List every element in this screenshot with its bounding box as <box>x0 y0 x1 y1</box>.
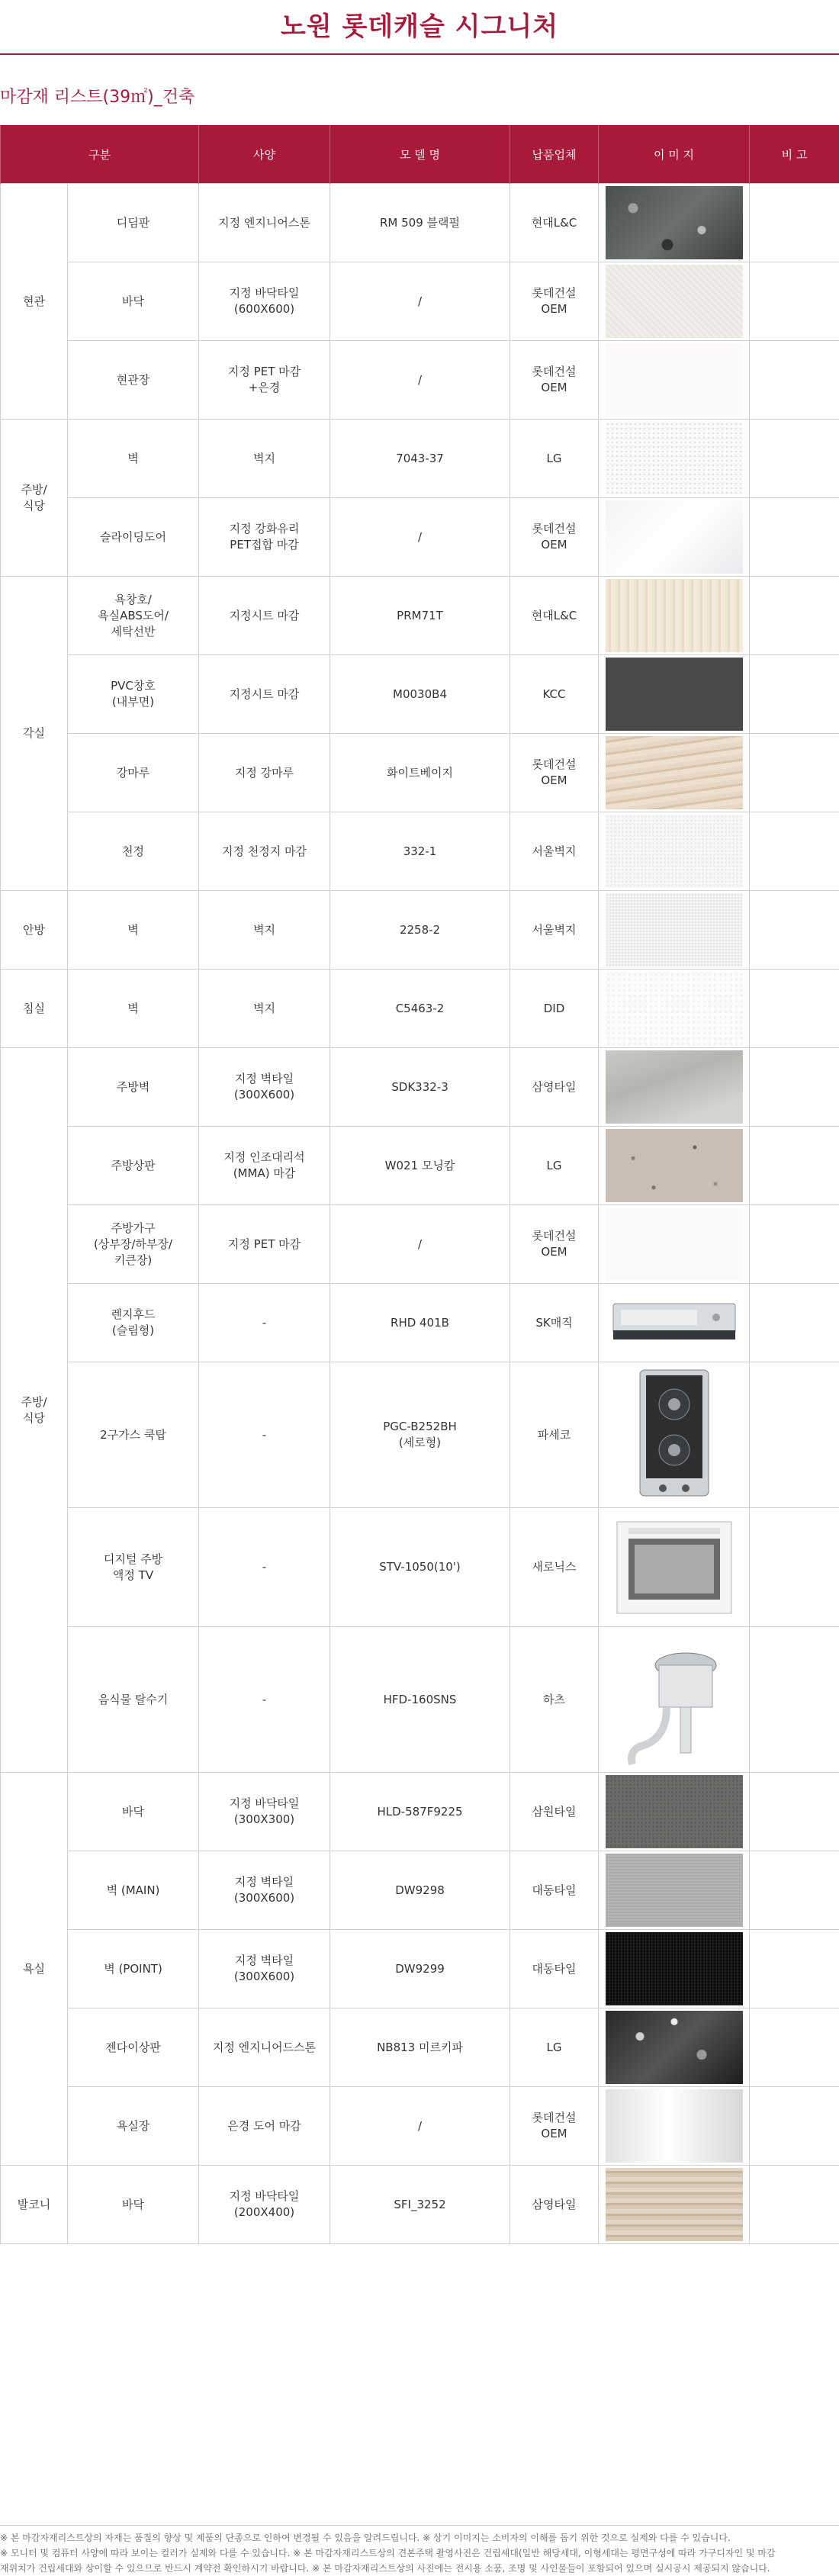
header-category: 구분 <box>1 125 199 184</box>
table-row <box>1 1930 839 2008</box>
material-swatch <box>606 579 743 652</box>
table-row <box>1 970 839 1048</box>
material-swatch <box>606 2089 743 2163</box>
note-cell <box>750 262 839 341</box>
model-cell: / <box>330 2087 510 2166</box>
material-swatch <box>606 1208 743 1281</box>
model-cell: DW9299 <box>330 1930 510 2008</box>
category-cell: 발코니 <box>1 2166 68 2244</box>
header-vendor: 납품업체 <box>510 125 599 184</box>
table-row <box>1 812 839 891</box>
vendor-cell: 서울벽지 <box>510 891 599 970</box>
spec-cell: 벽지 <box>199 891 330 970</box>
vendor-cell: KCC <box>510 655 599 734</box>
food-disposer-image <box>613 1631 735 1768</box>
table-row <box>1 1127 839 1205</box>
material-swatch <box>606 343 743 416</box>
category-cell: 안방 <box>1 891 68 970</box>
vendor-cell: 삼영타일 <box>510 1048 599 1127</box>
vendor-cell: 파세코 <box>510 1362 599 1508</box>
material-swatch <box>606 815 743 888</box>
spec-cell: 지정 바닥타일 (300X300) <box>199 1773 330 1851</box>
image-cell <box>599 655 750 734</box>
header-image: 이 미 지 <box>599 125 750 184</box>
table-row <box>1 262 839 341</box>
note-cell <box>750 1773 839 1851</box>
item-cell: 천정 <box>68 812 199 891</box>
item-cell: 바닥 <box>68 262 199 341</box>
vendor-cell: 삼원타일 <box>510 1773 599 1851</box>
note-cell <box>750 812 839 891</box>
material-swatch <box>606 972 743 1045</box>
vendor-cell: 롯데건설 OEM <box>510 341 599 420</box>
item-cell: 젠다이상판 <box>68 2008 199 2087</box>
table-row <box>1 2166 839 2244</box>
image-cell <box>599 420 750 498</box>
note-cell <box>750 1127 839 1205</box>
note-cell <box>750 1508 839 1627</box>
table-row <box>1 891 839 970</box>
material-swatch <box>606 1050 743 1124</box>
item-cell: 벽 (POINT) <box>68 1930 199 2008</box>
note-cell <box>750 1851 839 1930</box>
note-cell <box>750 970 839 1048</box>
model-cell: PRM71T <box>330 577 510 655</box>
table-row <box>1 2087 839 2166</box>
model-cell: 화이트베이지 <box>330 734 510 812</box>
item-cell: 렌지후드 (슬림형) <box>68 1284 199 1362</box>
vendor-cell: 삼영타일 <box>510 2166 599 2244</box>
material-swatch <box>606 1854 743 1927</box>
note-cell <box>750 1362 839 1508</box>
item-cell: 주방가구 (상부장/하부장/ 키큰장) <box>68 1205 199 1284</box>
material-swatch <box>606 422 743 495</box>
model-cell: SDK332-3 <box>330 1048 510 1127</box>
table-row <box>1 655 839 734</box>
item-cell: 벽 <box>68 970 199 1048</box>
note-cell <box>750 420 839 498</box>
page-title: 노원 롯데캐슬 시그니처 <box>0 0 839 55</box>
category-cell: 욕실 <box>1 1773 68 2166</box>
table-row <box>1 577 839 655</box>
model-cell: HLD-587F9225 <box>330 1773 510 1851</box>
spec-cell: 은경 도어 마감 <box>199 2087 330 2166</box>
spec-cell: 지정 바닥타일 (600X600) <box>199 262 330 341</box>
item-cell: 바닥 <box>68 2166 199 2244</box>
image-cell <box>599 734 750 812</box>
spec-cell: 지정 벽타일 (300X600) <box>199 1930 330 2008</box>
image-cell <box>599 1627 750 1773</box>
image-cell <box>599 262 750 341</box>
note-cell <box>750 891 839 970</box>
item-cell: 음식물 탈수기 <box>68 1627 199 1773</box>
image-cell <box>599 1127 750 1205</box>
vendor-cell: 대동타일 <box>510 1851 599 1930</box>
header-model: 모 델 명 <box>330 125 510 184</box>
spec-cell: - <box>199 1627 330 1773</box>
material-swatch <box>606 1932 743 2005</box>
table-row <box>1 1851 839 1930</box>
spec-cell: 지정 인조대리석 (MMA) 마감 <box>199 1127 330 1205</box>
table-row <box>1 2008 839 2087</box>
material-swatch <box>606 1775 743 1848</box>
vendor-cell: 롯데건설 OEM <box>510 262 599 341</box>
material-swatch <box>606 2011 743 2084</box>
material-swatch <box>606 186 743 259</box>
note-cell <box>750 577 839 655</box>
item-cell: 주방상판 <box>68 1127 199 1205</box>
spec-cell: - <box>199 1362 330 1508</box>
vendor-cell: SK매직 <box>510 1284 599 1362</box>
vendor-cell: 하츠 <box>510 1627 599 1773</box>
table-row <box>1 1508 839 1627</box>
spec-cell: - <box>199 1284 330 1362</box>
finish-materials-table <box>0 125 839 2244</box>
vendor-cell: 대동타일 <box>510 1930 599 2008</box>
category-cell: 주방/ 식당 <box>1 1048 68 1773</box>
item-cell: 현관장 <box>68 341 199 420</box>
spec-cell: - <box>199 1508 330 1627</box>
spec-cell: 지정 엔지니어스톤 <box>199 184 330 262</box>
material-swatch <box>606 500 743 574</box>
header-note: 비 고 <box>750 125 839 184</box>
image-cell <box>599 1930 750 2008</box>
vendor-cell: 롯데건설 OEM <box>510 2087 599 2166</box>
note-cell <box>750 1048 839 1127</box>
vendor-cell: 현대L&C <box>510 577 599 655</box>
image-cell <box>599 891 750 970</box>
image-cell <box>599 1205 750 1284</box>
material-swatch <box>606 736 743 809</box>
note-cell <box>750 1930 839 2008</box>
spec-cell: 지정 강화유리 PET접합 마감 <box>199 498 330 577</box>
vendor-cell: LG <box>510 2008 599 2087</box>
item-cell: 주방벽 <box>68 1048 199 1127</box>
footnote-line: ※ 모니터 및 컴퓨터 사양에 따라 보이는 컬러가 실제와 다를 수 있습니다. ※ 본 마감자재리스트상의 견본주택 촬영사진은 건립세대(일반 해당세대, 이형세대는 평면구성에 따라 가구디자인 및 마감 <box>0 2548 776 2558</box>
item-cell: 벽 <box>68 891 199 970</box>
item-cell: 강마루 <box>68 734 199 812</box>
spec-cell: 지정 강마루 <box>199 734 330 812</box>
vendor-cell: LG <box>510 420 599 498</box>
spec-cell: 지정 벽타일 (300X600) <box>199 1851 330 1930</box>
image-cell <box>599 2166 750 2244</box>
table-row <box>1 1627 839 1773</box>
spec-cell: 지정 엔지니어드스톤 <box>199 2008 330 2087</box>
vendor-cell: 롯데건설 OEM <box>510 734 599 812</box>
table-header-row <box>1 125 839 184</box>
spec-cell: 지정 벽타일 (300X600) <box>199 1048 330 1127</box>
spec-cell: 지정시트 마감 <box>199 655 330 734</box>
model-cell: PGC-B252BH (세로형) <box>330 1362 510 1508</box>
note-cell <box>750 2087 839 2166</box>
footnote-line: 재위치가 건립세대와 상이할 수 있으므로 반드시 계약전 확인하시기 바랍니다. ※ 본 마감자재리스트상의 사진에는 전시용 소품, 조명 및 사인물들이 포함되어 있으며 실시공시 제공되지 않습니다. <box>0 2563 770 2574</box>
material-swatch <box>606 658 743 731</box>
table-row <box>1 1284 839 1362</box>
image-cell <box>599 1284 750 1362</box>
footnotes <box>0 2525 839 2576</box>
note-cell <box>750 1627 839 1773</box>
note-cell <box>750 655 839 734</box>
spec-cell: 지정 PET 마감 <box>199 1205 330 1284</box>
item-cell: 욕실장 <box>68 2087 199 2166</box>
note-cell <box>750 498 839 577</box>
material-swatch <box>606 893 743 966</box>
model-cell: RM 509 블랙펄 <box>330 184 510 262</box>
table-row <box>1 1362 839 1508</box>
header-spec: 사양 <box>199 125 330 184</box>
table-row <box>1 420 839 498</box>
note-cell <box>750 2008 839 2087</box>
section-subtitle: 마감재 리스트(39㎡)_건축 <box>0 88 195 107</box>
item-cell: PVC창호 (내부면) <box>68 655 199 734</box>
model-cell: C5463-2 <box>330 970 510 1048</box>
vendor-cell: 롯데건설 OEM <box>510 498 599 577</box>
table-row <box>1 498 839 577</box>
image-cell <box>599 1851 750 1930</box>
vendor-cell: LG <box>510 1127 599 1205</box>
model-cell: SFI_3252 <box>330 2166 510 2244</box>
model-cell: DW9298 <box>330 1851 510 1930</box>
table-row <box>1 1773 839 1851</box>
spec-cell: 지정시트 마감 <box>199 577 330 655</box>
item-cell: 벽 <box>68 420 199 498</box>
material-swatch <box>606 265 743 338</box>
category-cell: 각실 <box>1 577 68 891</box>
note-cell <box>750 341 839 420</box>
item-cell: 2구가스 쿡탑 <box>68 1362 199 1508</box>
footnote-line: ※ 본 마감자재리스트상의 자재는 품질의 향상 및 제품의 단종으로 인하여 변경될 수 있음을 알려드립니다. ※ 상기 이미지는 소비자의 이해를 돕기 위한 것으로 실제와 다를 수 있습니다. <box>0 2533 731 2543</box>
image-cell <box>599 2008 750 2087</box>
model-cell: NB813 미르키파 <box>330 2008 510 2087</box>
model-cell: 7043-37 <box>330 420 510 498</box>
model-cell: / <box>330 341 510 420</box>
item-cell: 슬라이딩도어 <box>68 498 199 577</box>
spec-cell: 지정 PET 마감 +은경 <box>199 341 330 420</box>
model-cell: HFD-160SNS <box>330 1627 510 1773</box>
range-hood-image <box>606 1288 743 1357</box>
model-cell: 2258-2 <box>330 891 510 970</box>
category-cell: 현관 <box>1 184 68 420</box>
image-cell <box>599 577 750 655</box>
image-cell <box>599 1508 750 1627</box>
model-cell: / <box>330 1205 510 1284</box>
image-cell <box>599 1773 750 1851</box>
gas-cooktop-image <box>632 1366 716 1503</box>
vendor-cell: DID <box>510 970 599 1048</box>
model-cell: / <box>330 262 510 341</box>
table-row <box>1 1048 839 1127</box>
model-cell: RHD 401B <box>330 1284 510 1362</box>
image-cell <box>599 970 750 1048</box>
item-cell: 바닥 <box>68 1773 199 1851</box>
category-cell: 주방/ 식당 <box>1 420 68 577</box>
model-cell: W021 모닝캄 <box>330 1127 510 1205</box>
table-row <box>1 1205 839 1284</box>
spec-cell: 벽지 <box>199 970 330 1048</box>
image-cell <box>599 812 750 891</box>
model-cell: STV-1050(10') <box>330 1508 510 1627</box>
category-cell: 침실 <box>1 970 68 1048</box>
model-cell: M0030B4 <box>330 655 510 734</box>
note-cell <box>750 184 839 262</box>
spec-cell: 지정 바닥타일 (200X400) <box>199 2166 330 2244</box>
spec-cell: 지정 천정지 마감 <box>199 812 330 891</box>
material-swatch <box>606 1129 743 1202</box>
item-cell: 디딤판 <box>68 184 199 262</box>
item-cell: 벽 (MAIN) <box>68 1851 199 1930</box>
vendor-cell: 새로닉스 <box>510 1508 599 1627</box>
note-cell <box>750 2166 839 2244</box>
item-cell: 디지털 주방 액정 TV <box>68 1508 199 1627</box>
table-row <box>1 184 839 262</box>
image-cell <box>599 2087 750 2166</box>
vendor-cell: 현대L&C <box>510 184 599 262</box>
material-swatch <box>606 2168 743 2241</box>
table-body <box>1 184 839 2244</box>
image-cell <box>599 1362 750 1508</box>
note-cell <box>750 1284 839 1362</box>
image-cell <box>599 184 750 262</box>
image-cell <box>599 1048 750 1127</box>
note-cell <box>750 734 839 812</box>
image-cell <box>599 341 750 420</box>
table-row <box>1 734 839 812</box>
item-cell: 욕창호/ 욕실ABS도어/ 세탁선반 <box>68 577 199 655</box>
kitchen-tv-image <box>613 1514 735 1621</box>
vendor-cell: 서울벽지 <box>510 812 599 891</box>
image-cell <box>599 498 750 577</box>
table-row <box>1 341 839 420</box>
vendor-cell: 롯데건설 OEM <box>510 1205 599 1284</box>
model-cell: 332-1 <box>330 812 510 891</box>
spec-cell: 벽지 <box>199 420 330 498</box>
note-cell <box>750 1205 839 1284</box>
model-cell: / <box>330 498 510 577</box>
